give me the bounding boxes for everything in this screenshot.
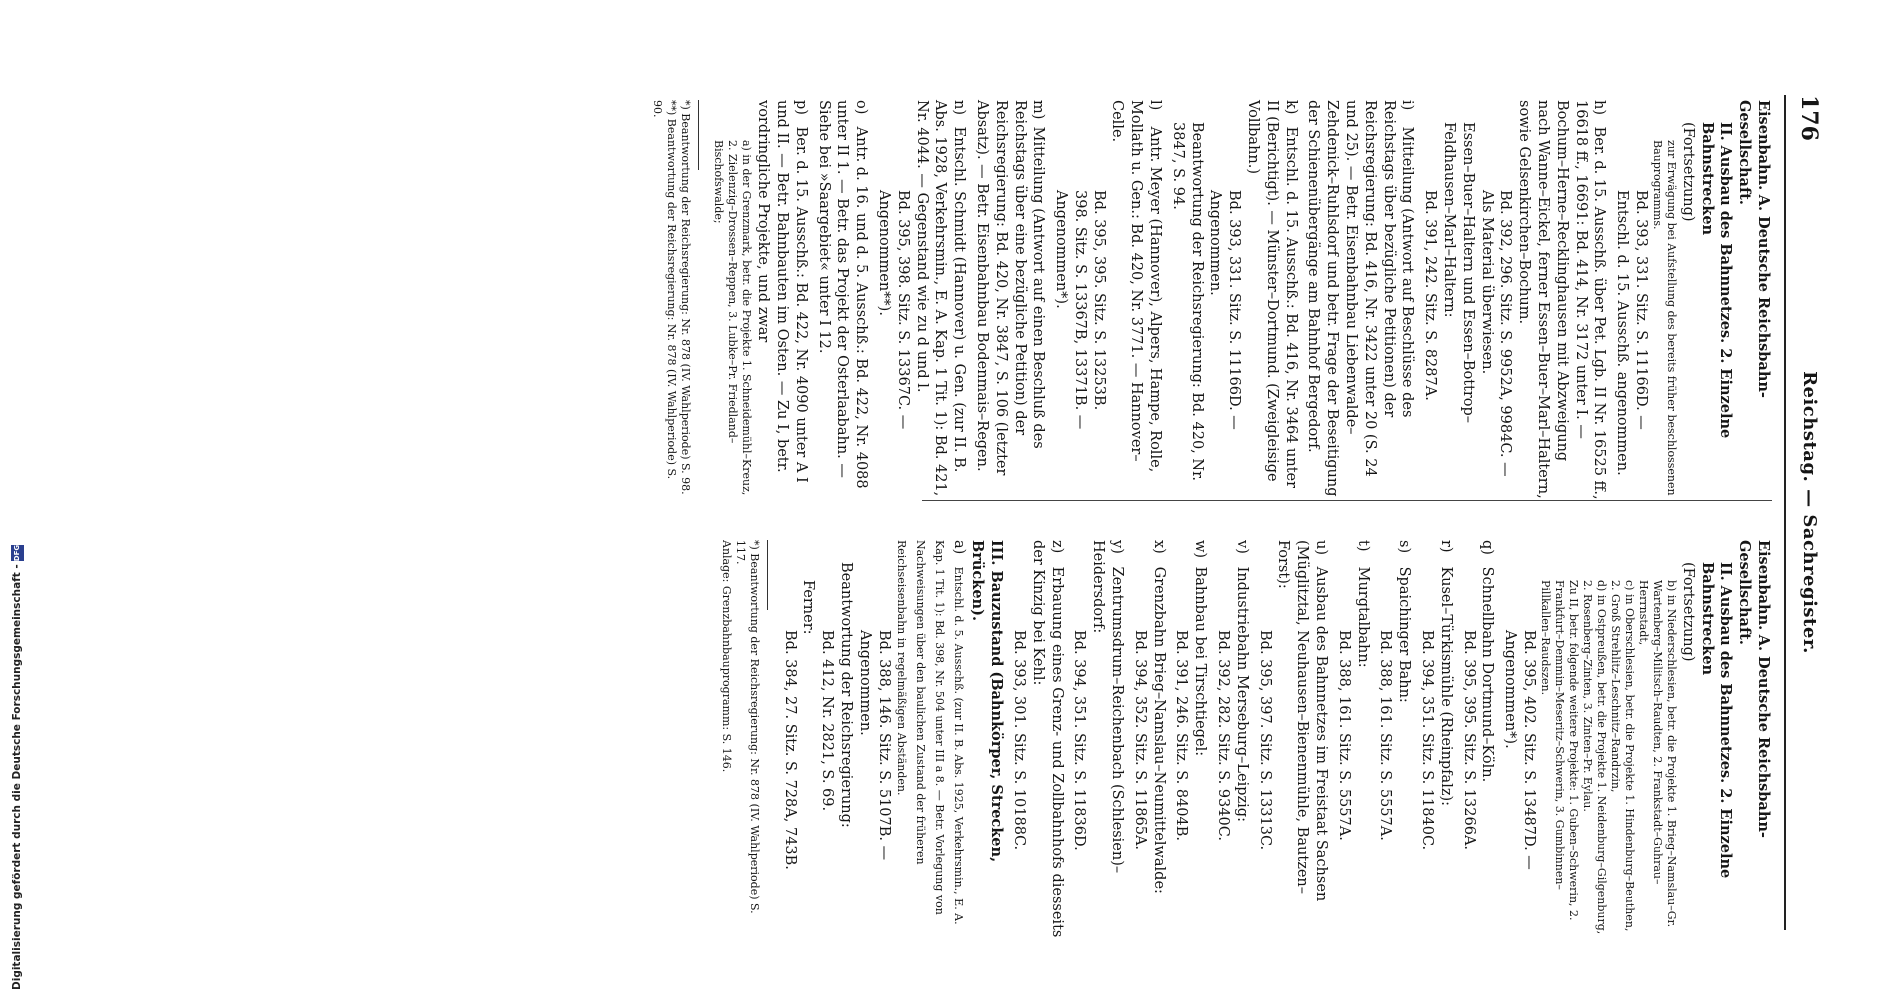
entry-m-text: Mitteilung (Antwort auf einen Beschluß des Reichstags über eine bezügliche Petition) der Reichsregierung: Bd. 420, Nr. 3847, S. 106 (letzter Absatz). — Betr. Eisenbahnbau Bodenmais–Regen. xyxy=(973,100,1047,476)
entry-q-ref: Bd. 395, 395. Sitz. S. 13266A. xyxy=(1460,630,1477,851)
left-heading-cont: (Fortsetzung) xyxy=(1679,122,1696,222)
entry-l-ref1: Bd. 395, 395. Sitz. S. 13253B. xyxy=(1090,190,1107,411)
entry-w-ref: Bd. 391, 246. Sitz. S. 8404B. xyxy=(1173,630,1190,842)
entry-t-text: Murgtalbahn: xyxy=(1354,566,1371,668)
right-heading-sub: A. Deutsche Reichsbahn-Gesellschaft. xyxy=(1736,540,1772,838)
entry-n-text: Entschl. Schmidt (Hannover) u. Gen. (zur II. B. Abs. 1928, Verkehrsmin., E. A. Kap. 1 Tit. 1): Bd. 421, Nr. 4044. — Gegenstand wie zu d und l. xyxy=(913,100,968,497)
section-iii-heading: III. Bauzustand (Bahnkörper, Strecken, Brücken). xyxy=(969,540,1006,863)
entry-label-x: x) xyxy=(1150,540,1167,554)
entry-label-p: p) xyxy=(792,100,809,115)
entry-u-ref: Bd. 395, 397. Sitz. S. 13313C. xyxy=(1256,630,1273,851)
entry-zu2: Zu II, betr. folgende weitere Projekte: 1. Guben–Schwerin, 2. Frankfurt–Demmin–Meseritz–Schwerin, 3. Gumbinnen–Pillkallen–Raudszen. xyxy=(1539,580,1581,921)
entry-l-text: Antr. Meyer (Hannover), Alpers, Hampe, Rolle, Mollath u. Gen.: Bd. 420, Nr. 3771. — Hannover–Celle. xyxy=(1109,100,1164,473)
entry-o-text: Antr. d. 16. und d. 5. Ausschß.: Bd. 422, Nr. 4088 unter II 1. — Betr. das Projekt der Osterlaabahn. — Siehe bei »Saargebiet« unter I 12. xyxy=(815,100,870,489)
entry-c: c) in Oberschlesien, betr. die Projekte 1. Hindenburg–Beuthen, 2. Groß Strehlitz–Leschnitz–Randrzin, xyxy=(1609,580,1637,932)
entry-essen-ref: Bd. 391, 242. Sitz. S. 8287A. xyxy=(1422,190,1439,401)
entry-l-ref2: 398. Sitz. S. 13367B, 13371B. — Angenommen*). xyxy=(1053,190,1088,430)
entry-n-ref: Bd. 395, 398. Sitz. S. 13367C. — Angenommen**). xyxy=(875,190,911,430)
scanned-page xyxy=(450,0,1884,1000)
digitization-text: Digitalisierung gefördert durch die Deutsche Forschungsgemeinschaft - xyxy=(11,564,23,990)
right-heading-sub2: II. Ausbau des Bahnnetzes. 2. Einzelne Bahnstrecken xyxy=(1698,562,1735,879)
column-divider xyxy=(922,500,1772,501)
entry-y-ref: Bd. 394, 351. Sitz. S. 11836D. xyxy=(1071,630,1088,851)
left-heading-main: Eisenbahn. xyxy=(1755,100,1772,191)
entry-label-u: u) xyxy=(1313,540,1330,555)
page-number: 176 xyxy=(1796,95,1822,141)
entry-h-text: Ber. d. 15. Ausschß. über Pet. Lgb. II Nr. 16525 ff., 16618 ff., 16691: Bd. 414, Nr. 3172 unter I. — Bochum–Herne–Recklinghausen mit Abzweigung nach Wanne–Eickel, ferner Essen–Buer–Marl–Haltern, sowie Gelsenkirchen–Bochum. xyxy=(1516,100,1608,500)
entry-ferner-ref: Bd. 384, 27. Sitz. S. 728A, 743B. xyxy=(781,630,798,870)
entry-q-text: Schnellbahn Dortmund–Köln. xyxy=(1479,566,1496,783)
entry-label-y: y) xyxy=(1109,540,1126,554)
entry-iii-a-text: Entschl. d. 5. Ausschß. (zur II. B. Abs. 1925, Verkehrsmin., E. A. Kap. 1 Tit. 1): Bd. 398, Nr. 504 unter III a 8. — Betr. Vorlegung von Nachweisungen über den baulichen Zustand der früheren Reichseisenbahn in regelmäßigen Abständen. xyxy=(895,540,965,925)
footnote-right-anlage: Anlage: Grenzbahnbauprogramm: S. 146. xyxy=(719,540,733,773)
entry-v-text: Industriebahn Merseburg–Leipzig: xyxy=(1233,566,1250,822)
entry-iii-antwort-ref: Bd. 412, Nr. 2821, S. 69. xyxy=(819,630,836,812)
entry-label-w: w) xyxy=(1192,540,1209,559)
entry-s-text: Spaichinger Bahn: xyxy=(1396,566,1413,703)
entry-d: d) in Ostpreußen, betr. die Projekte 1. Neidenburg–Gilgenburg, 2. Rosenberg–Zinten, 3. Zinten–Pr. Eylau. xyxy=(1581,580,1609,935)
footnote-left-1: *) Beantwortung der Reichsregierung: Nr. 878 (IV. Wahlperiode) S. 98. xyxy=(679,100,693,495)
left-intro-ref1: Bd. 393, 331. Sitz. S. 11166D. — xyxy=(1633,190,1650,430)
right-heading-main: Eisenbahn. xyxy=(1755,540,1772,631)
entry-label-i: i) xyxy=(1399,100,1416,111)
entry-v-ref: Bd. 392, 282. Sitz. S. 9340C. xyxy=(1215,630,1232,841)
entry-iii-a-ref: Bd. 388, 146. Sitz. S. 5107B. — Angenommen. xyxy=(856,630,892,861)
entry-label-s: s) xyxy=(1396,540,1413,554)
entry-label-h: h) xyxy=(1591,100,1608,115)
entry-label-q: q) xyxy=(1479,540,1496,555)
entry-u-text: Ausbau des Bahnnetzes im Freistaat Sachsen (Müglitztal, Neuhausen–Bienenmühle, Bautzen–Forst): xyxy=(1275,540,1330,902)
running-head: Reichstag. — Sachregister. xyxy=(1799,371,1820,654)
entry-p-text: Ber. d. 15. Ausschß.: Bd. 422, Nr. 4090 unter A I und II. — Betr. Bahnbauten im Osten. — Zu I, betr. vordringliche Projekte, und zwar xyxy=(755,100,809,483)
entry-k-antwort: Beantwortung der Reichsregierung: Bd. 420, Nr. 3847, S. 94. xyxy=(1169,122,1205,482)
entry-label-o: o) xyxy=(853,100,870,115)
entry-label-iii-a: a) xyxy=(950,540,967,555)
entry-label-m: m) xyxy=(1030,100,1047,120)
entry-y-text: Zentrumsdrum–Reichenbach (Schlesien)–Heidersdorf: xyxy=(1090,540,1126,874)
entry-label-t: t) xyxy=(1354,540,1371,552)
footnote-left-2: **) Beantwortung der Reichsregierung: Nr. 878 (IV. Wahlperiode) S. 90. xyxy=(651,100,679,480)
entry-i-text: Mitteilung (Antwort auf Beschlüsse des Reichstags über bezügliche Petitionen) der Reichsregierung: Bd. 416, Nr. 3422 unter 20 (S. 24 und 25). — Betr. Eisenbahnbau Liebenwalde–Zehdenick–Ruhlsdorf und betr. Frage der Beseitigung der Schienenübergänge am Bahnhof Bergedorf. xyxy=(1305,100,1416,497)
entry-t-ref: Bd. 388, 161. Sitz. S. 5557A. xyxy=(1335,630,1352,841)
entry-essen: Essen–Buer–Haltern und Essen–Bottrop–Feldhausen–Marl–Haltern: xyxy=(1441,122,1476,424)
entry-b: b) in Niederschlesien, betr. die Projekte 1. Brieg–Namslau–Gr. Wartenberg–Militsch–Raudten, 2. Frankstadt–Guhrau–Herrnstadt, xyxy=(1637,580,1679,928)
entry-s-ref: Bd. 388, 161. Sitz. S. 5557A. xyxy=(1377,630,1394,841)
entry-x-text: Grenzbahn Brieg–Namslau–Neumittelwalde: xyxy=(1150,566,1167,894)
left-heading-sub: A. Deutsche Reichsbahn-Gesellschaft. xyxy=(1736,100,1772,398)
entry-iii-antwort: Beantwortung der Reichsregierung: xyxy=(837,562,854,828)
entry-w-text: Bahnbau bei Tirschtiegel: xyxy=(1192,566,1209,757)
entry-z-text: Erbauung eines Grenz- und Zollbahnhofs diesseits der Kinzig bei Kehl: xyxy=(1029,540,1065,938)
entry-r-ref: Bd. 394, 351. Sitz. S. 11840C. xyxy=(1419,630,1436,851)
footnote-rule-left xyxy=(698,100,699,170)
left-intro: zur Erwägung bei Aufstellung des bereits früher beschlossenen Bauprogramms. xyxy=(1651,140,1679,496)
left-intro-ref2: Entschl. d. 15. Ausschß. angenommen. xyxy=(1614,190,1631,476)
entry-k-text: Entschl. d. 15. Ausschß.: Bd. 416, Nr. 3464 unter II (Berichtigt). — Münster–Dortmund. (Zweigleisige Vollbahn.) xyxy=(1245,100,1299,489)
entry-label-n: n) xyxy=(951,100,968,115)
left-heading-sub2: II. Ausbau des Bahnnetzes. 2. Einzelne Bahnstrecken xyxy=(1698,122,1735,439)
page-header xyxy=(1784,95,1822,930)
entry-r-text: Kusel–Türkismühle (Rheinpfalz): xyxy=(1437,566,1454,807)
right-heading-cont: (Fortsetzung) xyxy=(1679,562,1696,662)
entry-label-v: v) xyxy=(1233,540,1250,554)
entry-z-ref: Bd. 393, 301. Sitz. S. 10188C. xyxy=(1011,630,1028,851)
footnote-rule-right xyxy=(767,540,768,610)
entry-x-ref: Bd. 394, 352. Sitz. S. 11865A. xyxy=(1131,630,1148,851)
entry-zu2-ref: Bd. 395, 402. Sitz. S. 13487D. — Angenommen*). xyxy=(1502,630,1538,870)
entry-ferner: Ferner: xyxy=(800,580,817,635)
entry-label-r: r) xyxy=(1437,540,1454,553)
right-column xyxy=(719,540,1772,940)
footnote-right-1: *) Beantwortung der Reichsregierung: Nr. 878 (IV. Wahlperiode) S. 117. xyxy=(733,540,761,914)
entry-h-ref: Bd. 392, 296. Sitz. S. 9952A, 9984C. — Als Material überwiesen. xyxy=(1478,190,1514,477)
dfg-logo: DFG xyxy=(11,545,24,561)
entry-k-ref: Bd. 393, 331. Sitz. S. 11166D. — Angenommen. xyxy=(1207,190,1243,430)
entry-label-z: z) xyxy=(1048,540,1065,554)
entry-p-a: a) in der Grenzmark, betr. die Projekte 1. Schneidemühl–Kreuz, 2. Zielenzig–Drossen–Reppen, 3. Lubke–Pr. Friedland–Bischofswalde; xyxy=(712,140,754,496)
entry-label-k: k) xyxy=(1282,100,1299,115)
left-column xyxy=(650,100,1772,500)
entry-label-l: l) xyxy=(1147,100,1164,111)
digitization-note xyxy=(8,544,26,990)
